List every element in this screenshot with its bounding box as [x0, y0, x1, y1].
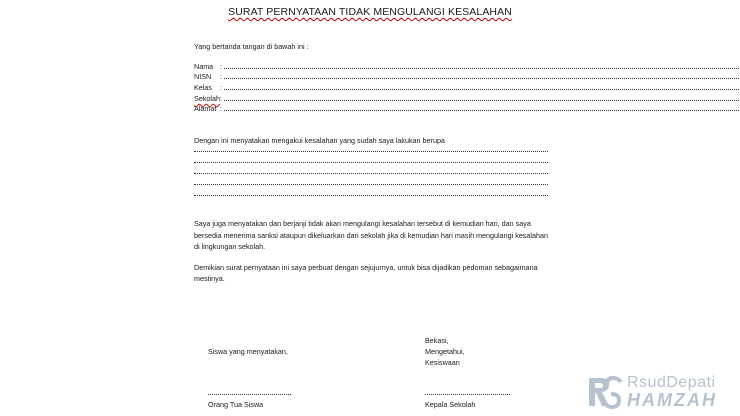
fill-line	[224, 100, 740, 101]
paragraph2-line1: Demikian surat pernyataan ini saya perbuat dengan sejujurnya, untuk bisa dijadikan pedoman sebagaimana	[194, 263, 538, 272]
answer-line	[194, 184, 548, 185]
fill-line	[224, 68, 740, 69]
answer-line	[194, 195, 548, 196]
watermark-line1: RsudDepati	[627, 374, 716, 391]
intro-text: Yang bertanda tangan di bawah ini :	[194, 42, 309, 51]
fill-line	[224, 89, 740, 90]
answer-line	[194, 151, 548, 152]
answer-line	[194, 162, 548, 163]
paragraph1-line2: bersedia menerima sanksi ataupun dikeluarkan dari sekolah jika di kemudian hari masih mengulangi kesalahan	[194, 231, 548, 240]
signature-student-heading: Siswa yang menyatakan,	[208, 347, 288, 356]
signature-place: Bekasi,	[425, 336, 449, 345]
answer-line	[194, 173, 548, 174]
field-label: Nama	[194, 62, 214, 71]
watermark	[585, 372, 735, 412]
signature-line-right	[425, 394, 510, 395]
field-label: Sekolah	[194, 94, 220, 103]
paragraph1-line3: di lingkungan sekolah.	[194, 242, 266, 251]
field-label: NISN	[194, 72, 212, 81]
signature-mengetahui: Mengetahui,	[425, 347, 465, 356]
document-title: SURAT PERNYATAAN TIDAK MENGULANGI KESALAHAN	[228, 6, 512, 18]
watermark-logo-icon	[585, 374, 623, 410]
fill-line	[224, 110, 740, 111]
paragraph2-line2: mestinya.	[194, 274, 225, 283]
paragraph1-line1: Saya juga menyatakan dan berjanji tidak akan mengulangi kesalahan tersebut di kemudian hari, dan saya	[194, 219, 531, 228]
signature-kesiswaan: Kesiswaan	[425, 358, 460, 367]
signature-line-left	[208, 394, 291, 395]
signature-parent-name: Orang Tua Siswa	[208, 400, 264, 409]
watermark-line2: HAMZAH	[627, 390, 717, 410]
fill-line	[224, 78, 740, 79]
statement-intro: Dengan ini menyatakan mengakui kesalahan yang sudah saya lakukan berupa	[194, 136, 445, 145]
field-label: Kelas	[194, 83, 212, 92]
field-label: Alamat	[194, 104, 217, 113]
signature-principal-name: Kepala Sekolah	[425, 400, 476, 409]
